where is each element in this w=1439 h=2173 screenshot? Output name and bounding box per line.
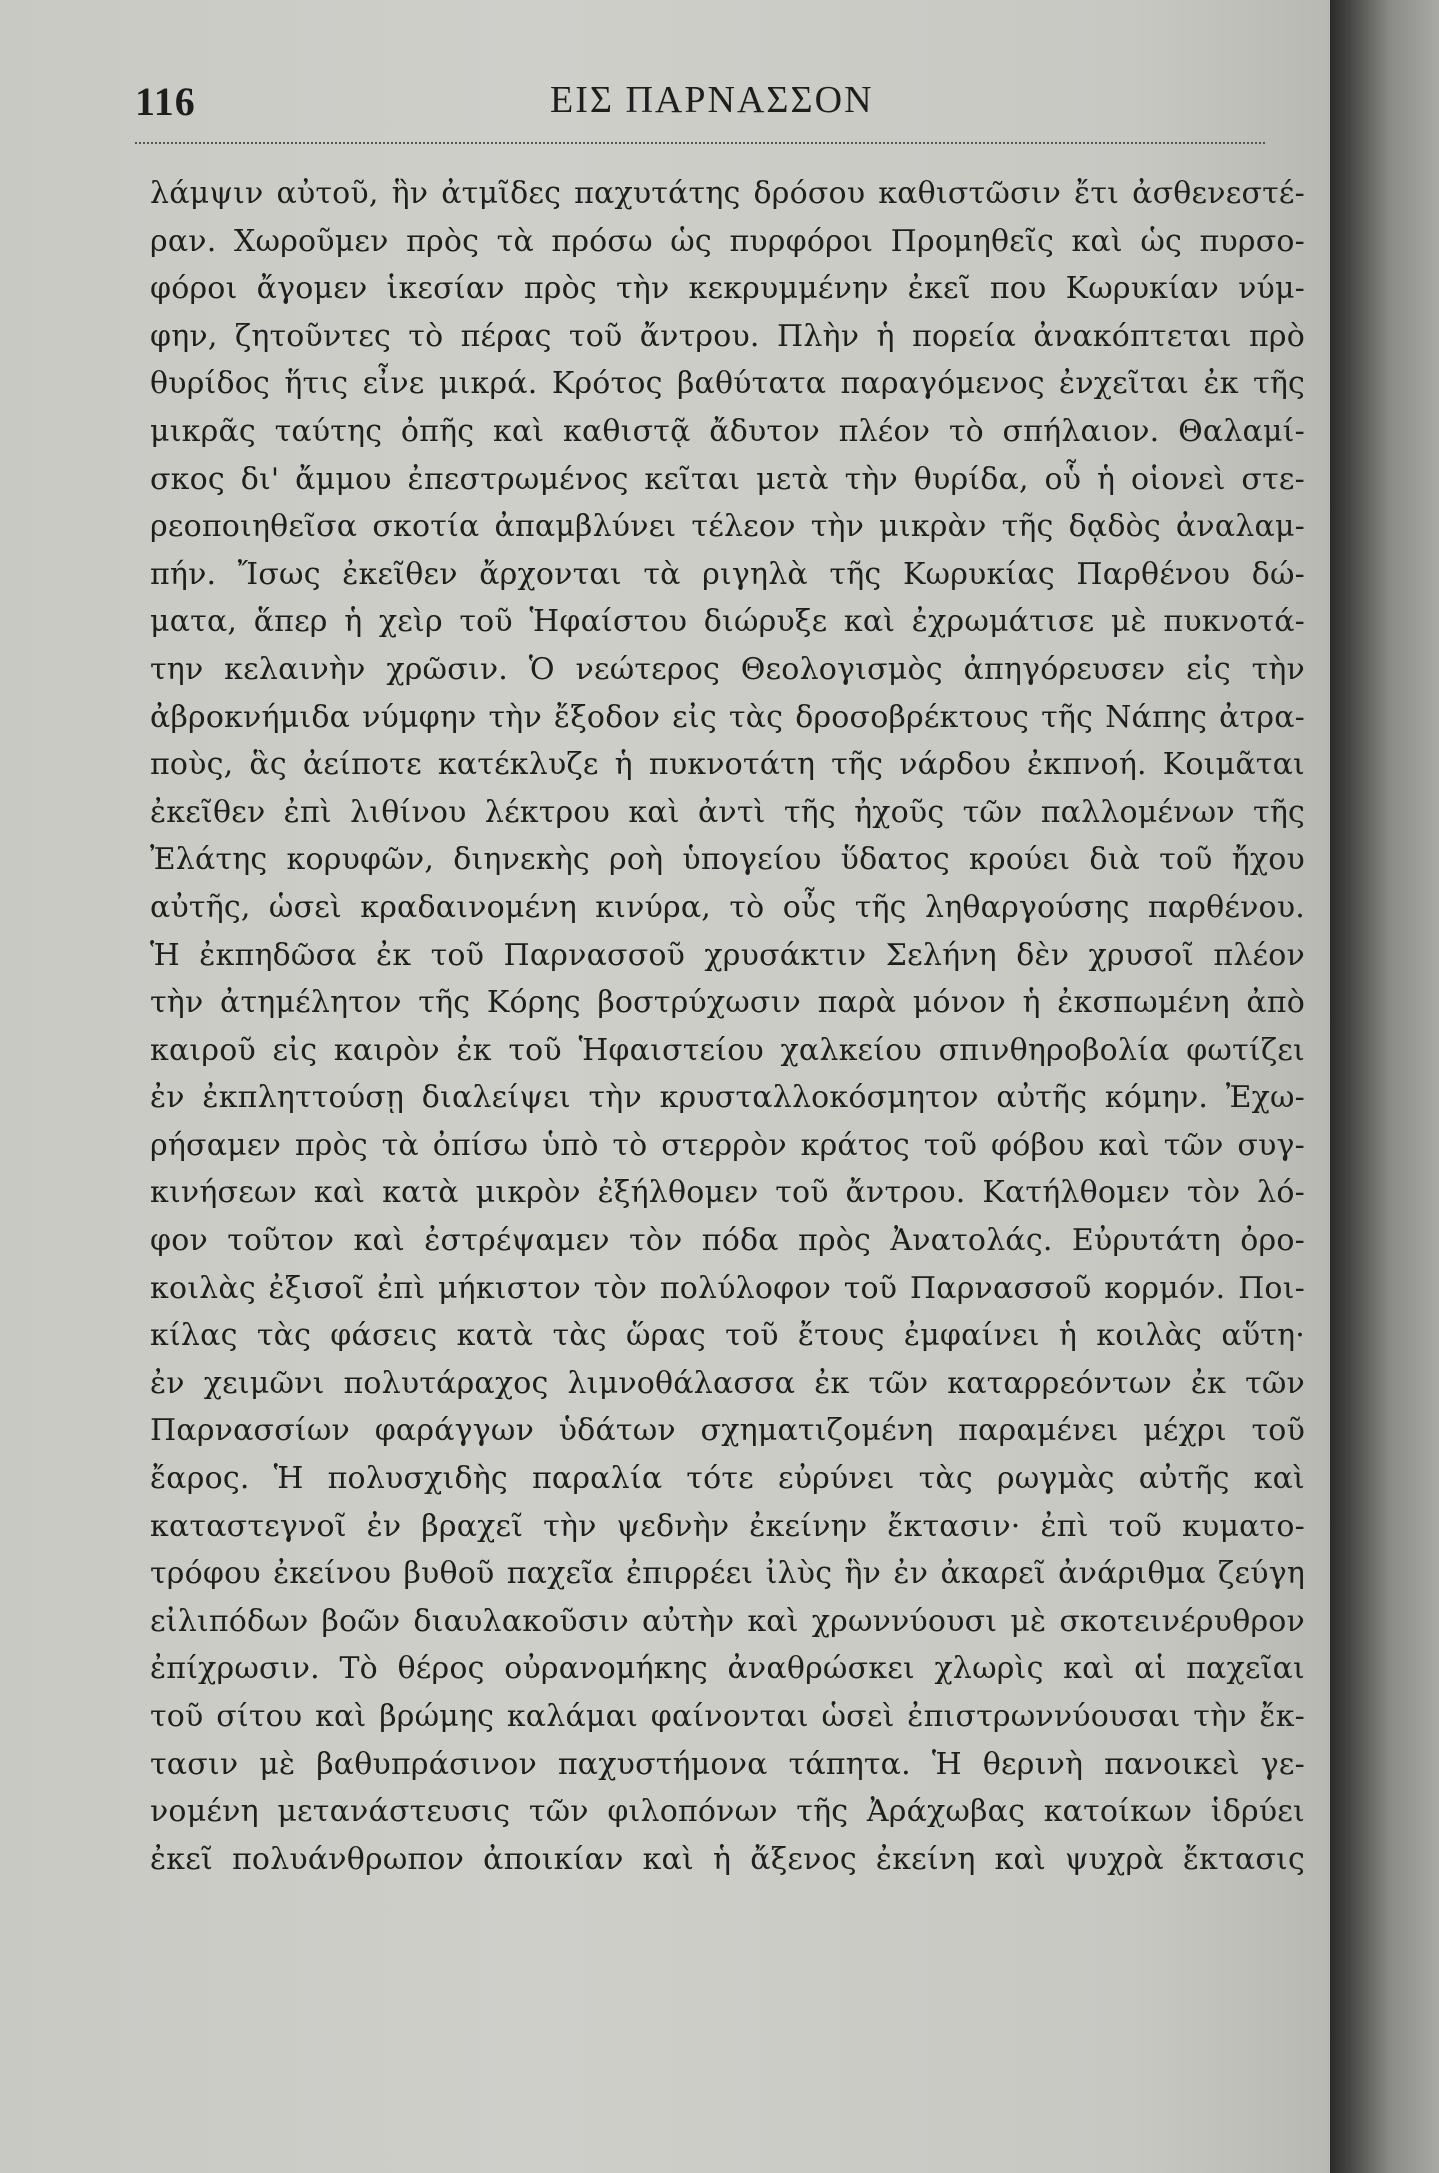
text-line: Παρνασσίων φαράγγων ὑδάτων σχηματιζομένη παραμένει μέχρι τοῦ	[150, 1413, 1305, 1449]
text-line: τασιν μὲ βαθυπράσινον παχυστήμονα τάπητα. Ἡ θερινὴ πανοικεὶ γε-	[150, 1746, 1305, 1782]
text-line: φην, ζητοῦντες τὸ πέρας τοῦ ἄντρου. Πλὴν ἡ πορεία ἀνακόπτεται πρὸ	[150, 318, 1305, 354]
text-line: ἔαρος. Ἡ πολυσχιδὴς παραλία τότε εὐρύνει τὰς ρωγμὰς αὐτῆς καὶ	[150, 1461, 1305, 1497]
body-text	[150, 170, 1305, 1883]
text-line: τρόφου ἐκείνου βυθοῦ παχεῖα ἐπιρρέει ἰλὺς ἣν ἐν ἀκαρεῖ ἀνάριθμα ζεύγη	[150, 1556, 1305, 1592]
text-line: λάμψιν αὐτοῦ, ἣν ἀτμῖδες παχυτάτης δρόσου καθιστῶσιν ἔτι ἀσθενεστέ-	[150, 176, 1305, 211]
text-line: φον τοῦτον καὶ ἐστρέψαμεν τὸν πόδα πρὸς Ἀνατολάς. Εὐρυτάτη ὀρο-	[150, 1223, 1305, 1259]
text-line: ἐν ἐκπληττούσῃ διαλείψει τὴν κρυσταλλοκόσμητον αὐτῆς κόμην. Ἐχω-	[150, 1080, 1305, 1116]
text-line: πήν. Ἴσως ἐκεῖθεν ἄρχονται τὰ ριγηλὰ τῆς Κωρυκίας Παρθένου δώ-	[150, 556, 1305, 592]
text-line: Ἡ ἐκπηδῶσα ἐκ τοῦ Παρνασσοῦ χρυσάκτιν Σελήνη δὲν χρυσοῖ πλέον	[150, 937, 1305, 973]
text-line: ματα, ἅπερ ἡ χεὶρ τοῦ Ἡφαίστου διώρυξε καὶ ἐχρωμάτισε μὲ πυκνοτά-	[150, 604, 1305, 640]
text-line: νομένη μετανάστευσις τῶν φιλοπόνων τῆς Ἀράχωβας κατοίκων ἱδρύει	[150, 1794, 1305, 1830]
text-line: αὐτῆς, ὡσεὶ κραδαινομένη κινύρα, τὸ οὖς τῆς ληθαργούσης παρθένου.	[150, 889, 1305, 925]
text-line: εἰλιπόδων βοῶν διαυλακοῦσιν αὐτὴν καὶ χρωννύουσι μὲ σκοτεινέρυθρον	[150, 1603, 1305, 1639]
text-line: σκος δι' ἄμμου ἐπεστρωμένος κεῖται μετὰ τὴν θυρίδα, οὗ ἡ οἱονεὶ στε-	[150, 461, 1305, 497]
running-title: ΕΙΣ ΠΑΡΝΑΣΣΟΝ	[550, 79, 874, 121]
text-line: ρεοποιηθεῖσα σκοτία ἀπαμβλύνει τέλεον τὴν μικρὰν τῆς δᾳδὸς ἀναλαμ-	[150, 509, 1305, 545]
book-gutter-shadow	[1330, 0, 1439, 2173]
text-line: την κελαινὴν χρῶσιν. Ὁ νεώτερος Θεολογισμὸς ἀπηγόρευσεν εἰς τὴν	[150, 651, 1305, 687]
text-line: ἐκεῖ πολυάνθρωπον ἀποικίαν καὶ ἡ ἄξενος ἐκείνη καὶ ψυχρὰ ἔκτασις	[150, 1841, 1305, 1877]
text-line: τοῦ σίτου καὶ βρώμης καλάμαι φαίνονται ὡσεὶ ἐπιστρωννύουσαι τὴν ἔκ-	[150, 1699, 1305, 1734]
text-line: ἐπίχρωσιν. Τὸ θέρος οὐρανομήκης ἀναθρώσκει χλωρὶς καὶ αἱ παχεῖαι	[150, 1651, 1305, 1687]
text-line: ἐκεῖθεν ἐπὶ λιθίνου λέκτρου καὶ ἀντὶ τῆς ἠχοῦς τῶν παλλομένων τῆς	[150, 794, 1305, 830]
text-line: Ἐλάτης κορυφῶν, διηνεκὴς ροὴ ὑπογείου ὕδατος κρούει διὰ τοῦ ἤχου	[150, 842, 1305, 878]
text-line: τὴν ἀτημέλητον τῆς Κόρης βοστρύχωσιν παρὰ μόνον ἡ ἐκσπωμένη ἀπὸ	[150, 985, 1305, 1021]
text-line: κοιλὰς ἐξισοῖ ἐπὶ μήκιστον τὸν πολύλοφον τοῦ Παρνασσοῦ κορμόν. Ποι-	[150, 1270, 1305, 1306]
text-line: κινήσεων καὶ κατὰ μικρὸν ἐξήλθομεν τοῦ ἄντρου. Κατήλθομεν τὸν λό-	[150, 1175, 1305, 1211]
text-line: φόροι ἄγομεν ἱκεσίαν πρὸς τὴν κεκρυμμένην ἐκεῖ που Κωρυκίαν νύμ-	[150, 271, 1305, 307]
page-header	[135, 78, 1265, 138]
text-line: ἐν χειμῶνι πολυτάραχος λιμνοθάλασσα ἐκ τῶν καταρρεόντων ἐκ τῶν	[150, 1365, 1305, 1401]
text-line: καταστεγνοῖ ἐν βραχεῖ τὴν ψεδνὴν ἐκείνην ἔκτασιν· ἐπὶ τοῦ κυματο-	[150, 1508, 1305, 1544]
text-line: ρήσαμεν πρὸς τὰ ὀπίσω ὑπὸ τὸ στερρὸν κράτος τοῦ φόβου καὶ τῶν συγ-	[150, 1127, 1305, 1163]
text-line: ἀβροκνήμιδα νύμφην τὴν ἔξοδον εἰς τὰς δροσοβρέκτους τῆς Νάπης ἀτρα-	[150, 699, 1305, 735]
header-rule	[135, 142, 1265, 144]
page-number: 116	[135, 79, 196, 124]
text-line: μικρᾶς ταύτης ὀπῆς καὶ καθιστᾷ ἄδυτον πλέον τὸ σπήλαιον. Θαλαμί-	[150, 413, 1305, 449]
text-line: καιροῦ εἰς καιρὸν ἐκ τοῦ Ἡφαιστείου χαλκείου σπινθηροβολία φωτίζει	[150, 1032, 1305, 1068]
text-line: ποὺς, ἃς ἀείποτε κατέκλυζε ἡ πυκνοτάτη τῆς νάρδου ἐκπνοή. Κοιμᾶται	[150, 747, 1305, 783]
text-line: θυρίδος ἥτις εἶνε μικρά. Κρότος βαθύτατα παραγόμενος ἐνχεῖται ἐκ τῆς	[150, 366, 1305, 402]
text-line: κίλας τὰς φάσεις κατὰ τὰς ὥρας τοῦ ἔτους ἐμφαίνει ἡ κοιλὰς αὕτη·	[150, 1318, 1305, 1354]
text-line: ραν. Χωροῦμεν πρὸς τὰ πρόσω ὡς πυρφόροι Προμηθεῖς καὶ ὡς πυρσο-	[150, 223, 1305, 259]
